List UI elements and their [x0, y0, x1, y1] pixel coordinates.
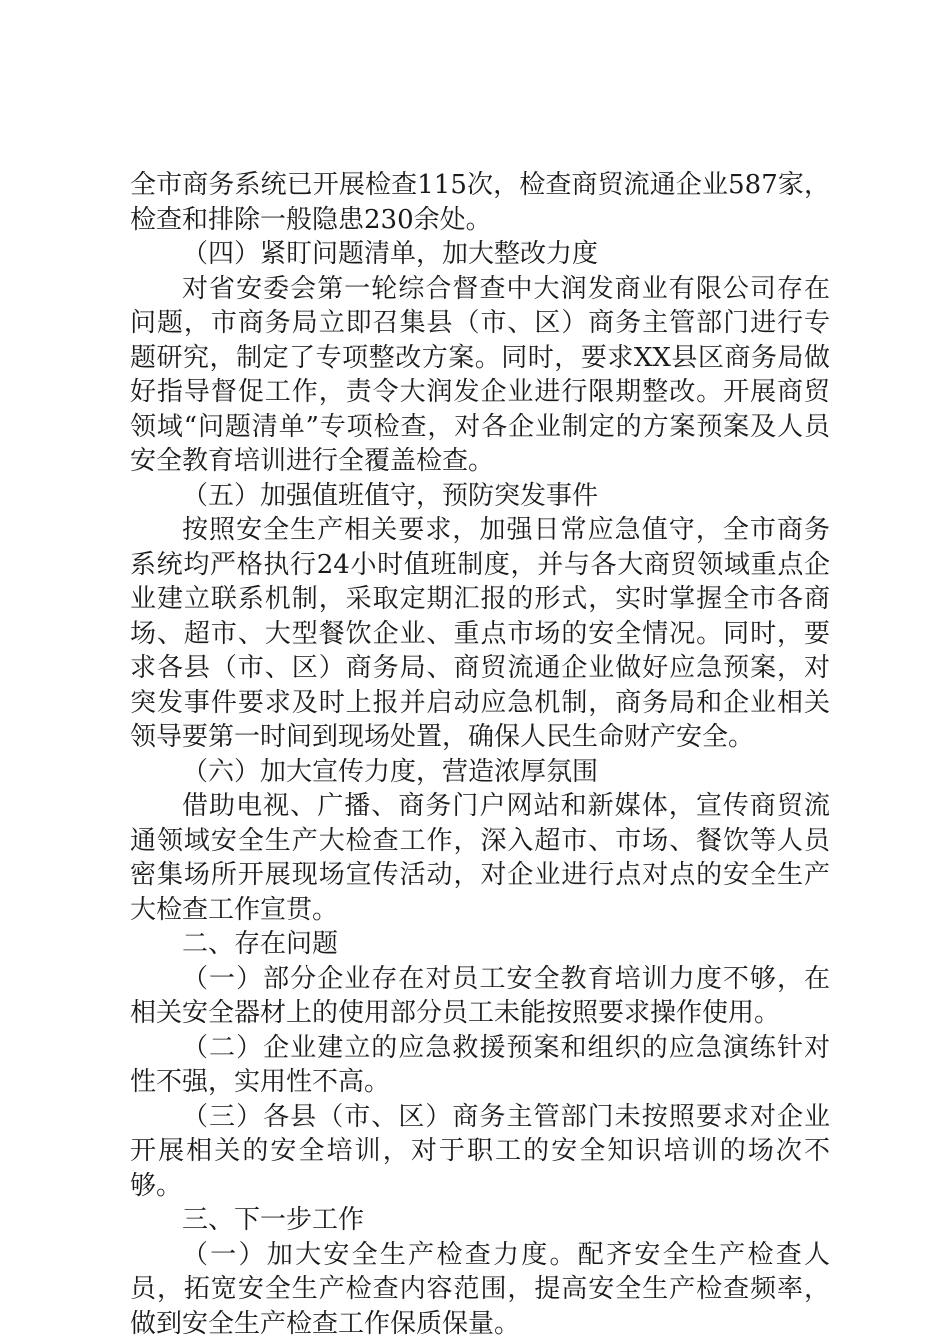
- paragraph-problem-2: （二）企业建立的应急救援预案和组织的应急演练针对性不强，实用性不高。: [130, 1032, 830, 1097]
- paragraph-publicity: 借助电视、广播、商务门户网站和新媒体，宣传商贸流通领域安全生产大检查工作，深入超市、市场、餐饮等人员密集场所开展现场宣传活动，对企业进行点对点的安全生产大检查工作宣贯。: [130, 791, 830, 925]
- heading-next-steps: 三、下一步工作: [182, 1205, 365, 1235]
- document-body: [130, 168, 830, 1341]
- paragraph-inspection-summary: 全市商务系统已开展检查115次，检查商贸流通企业587家，检查和排除一般隐患230余处。: [130, 170, 830, 235]
- heading-publicity: （六）加大宣传力度，营造浓厚氛围: [182, 756, 599, 787]
- paragraph-rectification: 对省安委会第一轮综合督查中大润发商业有限公司存在问题，市商务局立即召集县（市、区）商务主管部门进行专题研究，制定了专项整改方案。同时，要求XX县区商务局做好指导督促工作，责令大润发企业进行限期整改。开展商贸领域“问题清单”专项检查，对各企业制定的方案预案及人员安全教育培训进行全覆盖检查。: [130, 273, 830, 476]
- heading-duty-watch: （五）加强值班值守，预防突发事件: [182, 480, 599, 511]
- heading-existing-problems: 二、存在问题: [182, 929, 339, 959]
- paragraph-duty-watch: 按照安全生产相关要求，加强日常应急值守，全市商务系统均严格执行24小时值班制度，并与各大商贸领域重点企业建立联系机制，采取定期汇报的形式，实时掌握全市各商场、超市、大型餐饮企业、重点市场的安全情况。同时，要求各县（市、区）商务局、商贸流通企业做好应急预案，对突发事件要求及时上报并启动应急机制，商务局和企业相关领导要第一时间到现场处置，确保人民生命财产安全。: [130, 515, 830, 752]
- paragraph-problem-1: （一）部分企业存在对员工安全教育培训力度不够，在相关安全器材上的使用部分员工未能按照要求操作使用。: [130, 963, 830, 1028]
- paragraph-next-step-1: （一）加大安全生产检查力度。配齐安全生产检查人员，拓宽安全生产检查内容范围，提高安全生产检查频率，做到安全生产检查工作保质保量。: [130, 1239, 830, 1339]
- paragraph-problem-3: （三）各县（市、区）商务主管部门未按照要求对企业开展相关的安全培训，对于职工的安全知识培训的场次不够。: [130, 1101, 830, 1201]
- heading-problem-list: （四）紧盯问题清单，加大整改力度: [182, 239, 599, 269]
